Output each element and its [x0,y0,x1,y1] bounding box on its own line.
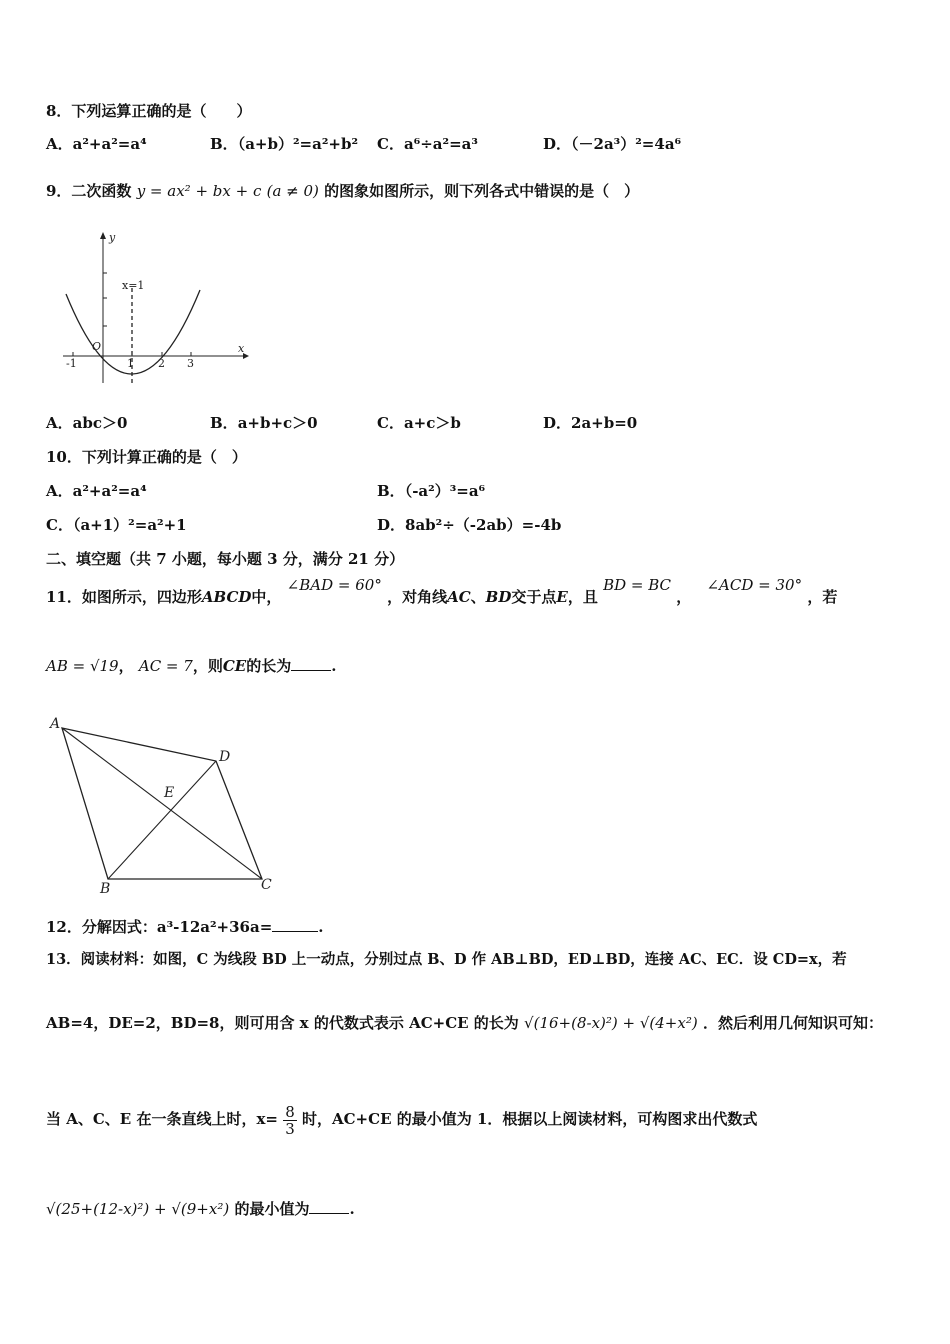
q11-ac: AC = 7 [138,657,193,675]
graph-tick-neg1: -1 [66,357,77,370]
q9-option-b: B．a+b+c＞0 [210,414,318,432]
q11-angle-bad: ∠BAD = 60° [286,576,382,594]
q11-stem-line1: 11．如图所示，四边形ABCD中， ∠BAD = 60° ，对角线AC、BD交于点E，且 BD = BC ， ∠ACD = 30° ，若 [46,576,838,606]
q9-option-d: D．2a+b=0 [543,414,638,432]
q13-line3: 当 A、C、E 在一条直线上时，x= $\frac{8}{3}$ 时，AC+CE 的最小值为 1．根据以上阅读材料，可构图求出代数式 [46,1102,758,1138]
q9-option-c: C．a+c＞b [377,414,461,432]
q10-option-a: A．a²+a²=a⁴ [46,482,147,500]
q9-option-a: A．abc＞0 [46,414,128,432]
q10-option-c: C．（a+1）²=a²+1 [46,516,187,534]
graph-y-label: y [109,231,116,244]
q8-option-a: A．a²+a²=a⁴ [46,135,147,153]
graph-tick-2: 2 [158,357,165,370]
q12-stem: 12．分解因式：a³-12a²+36a= . [46,918,324,936]
q9-formula: y = ax² + bx + c [136,182,262,200]
section-2-title: 二、填空题（共 7 小题，每小题 3 分，满分 21 分） [46,550,405,568]
vertex-c: C [261,877,272,893]
graph-origin-label: O [92,340,102,353]
q11-angle-acd: ∠ACD = 30° [706,576,803,594]
vertex-b: B [100,881,111,897]
q9-stem: 9．二次函数 y = ax² + bx + c (a ≠ 0) 的图象如图所示，则下列各式中错误的是（ ） [46,182,640,200]
q13-fraction: $\frac{8}{3}$ [285,1102,295,1138]
q10-option-d: D．8ab²÷（-2ab）=-4b [377,516,562,534]
q8-option-d: D．（－2a³）²=4a⁶ [543,135,682,153]
q11-ab: AB = √19 [46,657,119,675]
q9-condition: (a ≠ 0) [266,182,319,200]
q8-stem: 8．下列运算正确的是（ ） [46,102,252,120]
q13-expression-1: √(16+(8-x)²) + √(4+x²) [524,1014,698,1032]
quadrilateral-figure [44,712,284,897]
q12-answer-blank [272,917,318,932]
graph-x-label: x [238,342,245,355]
q8-option-b: B．（a+b）²=a²+b² [210,135,359,153]
q8-option-c: C．a⁶÷a²=a³ [377,135,478,153]
vertex-a: A [50,716,61,732]
parabola-graph [58,228,253,388]
vertex-e: E [164,785,175,801]
q13-answer-blank [309,1199,349,1214]
q13-line1: 13．阅读材料：如图，C 为线段 BD 上一动点，分别过点 B、D 作 AB⊥BD，ED⊥BD，连接 AC、EC．设 CD=x，若 [46,951,847,968]
q13-line4: √(25+(12-x)²) + √(9+x²) 的最小值为 . [46,1200,355,1218]
graph-tick-1: 1 [127,357,134,370]
q10-option-b: B．（-a²）³=a⁶ [377,482,486,500]
q13-expression-2: √(25+(12-x)²) + √(9+x²) [46,1200,230,1218]
q10-stem: 10．下列计算正确的是（ ） [46,448,247,466]
q11-stem-line2: AB = √19， AC = 7，则CE的长为 . [46,657,337,675]
vertex-d: D [219,749,231,765]
graph-tick-3: 3 [187,357,194,370]
q13-line2: AB=4，DE=2，BD=8，则可用含 x 的代数式表示 AC+CE 的长为 √(16+(8-x)²) + √(4+x²) ．然后利用几何知识可知： [46,1014,883,1032]
q11-answer-blank [291,656,331,671]
q11-bd-eq-bc: BD = BC [603,576,671,594]
graph-symmetry-label: x=1 [122,279,145,292]
